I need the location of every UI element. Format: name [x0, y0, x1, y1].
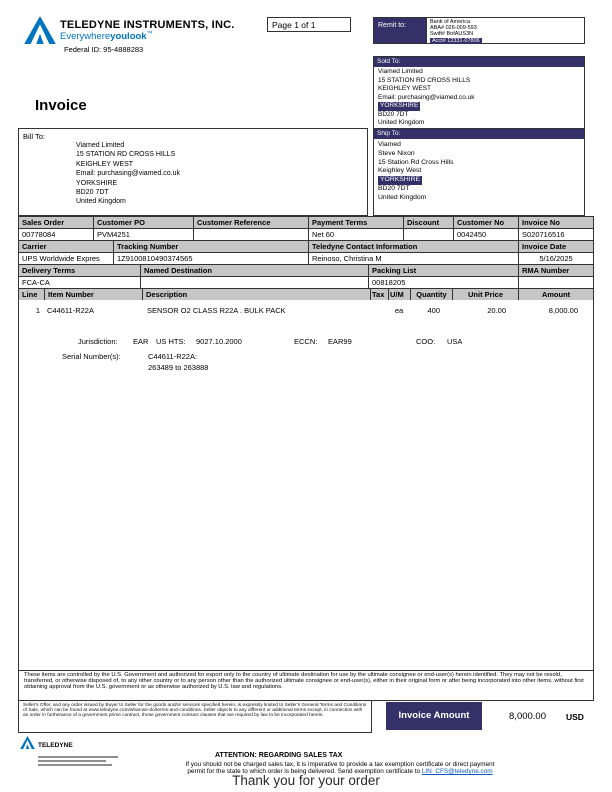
column-header: Sales Order	[19, 217, 94, 228]
ship-to-line: Viamed	[378, 141, 401, 148]
column-header: Amount	[541, 290, 571, 299]
sold-to-address	[374, 67, 584, 128]
item-line-number: 1	[35, 306, 40, 315]
attention-line2-text: permit for the state to which order is being delivered. Send exemption certificate to	[187, 768, 422, 775]
item-unit-price: 20.00	[487, 306, 506, 315]
attention-line1: If you should not be charged sales tax, it is imperative to provide a tax exemption certificate or direct payment	[185, 761, 495, 768]
address-line-bar	[38, 760, 106, 762]
sold-to-line: Email: purchasing@viamed.co.uk	[378, 93, 475, 101]
coo-value: USA	[447, 337, 463, 346]
column-header: Invoice No	[522, 218, 560, 227]
ship-to-line: United Kingdom	[378, 193, 427, 201]
thank-you-message: Thank you for your order	[232, 773, 380, 788]
bill-to-line: YORKSHIRE	[76, 179, 118, 187]
item-um: ea	[394, 306, 404, 315]
bill-to-box	[18, 128, 368, 216]
named-destination-value	[141, 277, 369, 288]
rma-number-value	[519, 277, 593, 288]
tax-exemption-email-link[interactable]: LIN_CFS@teledyne.com	[421, 768, 493, 775]
column-header: Delivery Terms	[19, 265, 141, 276]
column-header: Quantity	[411, 289, 453, 300]
column-header: Packing List	[369, 265, 519, 276]
ship-to-line: Steve Nixon	[378, 149, 415, 157]
federal-id: Federal ID: 95-4888283	[64, 45, 144, 54]
us-hts-label: US HTS:	[156, 337, 186, 346]
customer-no-value: 0042450	[454, 229, 519, 240]
export-control-notice: These items are controlled by the U.S. Government and authorized for export only to the country of ultimate destination for use by the ultimate consignee or end-user(s) herein identified. They may not be resold, transferred, or otherwise disposed of, to any other country or to any person other than the authorized ultimate consignee or end-user(s), either in their original form or after being incorporated into other items, without first obtaining approval from the U.S. government or as otherwise authorized by U.S. law and regulations.	[18, 670, 594, 701]
sales-order-value: 00778084	[19, 229, 94, 240]
bank-aba: ABA# 026-009-593	[430, 25, 477, 32]
bill-to-label: Bill To:	[23, 132, 45, 141]
sold-to-line: United Kingdom	[378, 119, 425, 126]
column-header: U/M	[389, 289, 411, 300]
tracking-number-value: 1Z9100810490374565	[114, 253, 309, 264]
serial-item: C44611-R22A:	[148, 352, 198, 361]
invoice-amount-value: 8,000.00	[509, 711, 546, 722]
sold-to-box	[373, 56, 585, 129]
eccn-value: EAR99	[328, 337, 352, 346]
column-header: Payment Terms	[309, 217, 404, 228]
column-header: Carrier	[19, 241, 114, 252]
bank-swift: Swift# BofAUS3N	[430, 31, 474, 38]
coo-label: COO:	[416, 337, 436, 346]
sold-to-line: KEIGHLEY WEST	[378, 85, 431, 92]
item-amount: 8,000.00	[548, 306, 578, 315]
item-quantity: 400	[427, 306, 440, 315]
invoice-amount-label: Invoice Amount	[386, 702, 482, 730]
address-line-bar	[38, 756, 118, 758]
page-number-box: Page 1 of 1	[267, 17, 351, 32]
ship-to-line: BD20 7DT	[378, 184, 410, 192]
customer-po-value: PVM4251	[94, 229, 194, 240]
item-description: SENSOR O2 CLASS R22A . BULK PACK	[147, 306, 286, 315]
invoice-title: Invoice	[35, 97, 87, 114]
column-header: Customer Reference	[194, 217, 309, 228]
attention-title: ATTENTION: REGARDING SALES TAX	[215, 752, 343, 759]
ship-to-address	[374, 139, 584, 203]
column-header: Tax	[371, 289, 389, 300]
sellers-offer-notice: Seller's Offer, and any order issued by Buyer to Seller for the goods and/or services specified herein, is expressly limited to Seller's General Terms and Conditions of Sale, which can be found at www.teledyne.com/what-we-do/terms-and-conditions. Seller objects to any different or additional terms except, in connection with an order in furtherance of a government prime contract, those government contract clauses that are required by law to be incorporated herein.	[18, 700, 372, 733]
eccn-label: ECCN:	[294, 337, 318, 346]
tagline-regular: Everywhere	[60, 31, 111, 42]
company-tagline	[60, 31, 153, 42]
column-header: Unit Price	[453, 289, 519, 300]
teledyne-logo-small-icon	[20, 736, 35, 754]
invoice-currency: USD	[566, 712, 584, 722]
company-name: TELEDYNE INSTRUMENTS, INC.	[60, 19, 235, 31]
column-header: Customer No	[454, 217, 519, 228]
jurisdiction-value: EAR	[133, 337, 149, 346]
column-header: Customer PO	[94, 217, 194, 228]
bank-account-highlight: Acct# 12331-07806	[432, 37, 480, 44]
carrier-value: UPS Worldwide Expres	[19, 253, 114, 264]
bill-to-line: United Kingdom	[76, 198, 126, 206]
column-header: Tracking Number	[114, 241, 309, 252]
remit-to-label: Remit to:	[373, 17, 427, 44]
sold-to-label: Sold To:	[374, 57, 584, 67]
tagline-tm: ™	[146, 31, 153, 37]
discount-value	[404, 229, 454, 240]
remit-bank-box	[426, 17, 585, 44]
jurisdiction-label: Jurisdiction:	[78, 337, 118, 346]
column-header: Discount	[404, 217, 454, 228]
contact-value: Reinoso, Christina M	[309, 253, 519, 264]
delivery-terms-value: FCA-CA	[19, 277, 141, 288]
sold-to-region-highlight: YORKSHIRE	[380, 102, 419, 109]
customer-reference-value	[194, 229, 309, 240]
column-header: Invoice Date	[522, 242, 567, 251]
invoice-no-value: S020716516	[522, 230, 565, 239]
bill-to-line: Email: purchasing@viamed.co.uk	[76, 170, 180, 178]
bill-to-line: BD20 7DT	[76, 189, 109, 197]
tagline-bold: youlook	[110, 31, 147, 42]
bill-to-address	[76, 141, 180, 207]
us-hts-value: 9027.10.2000	[196, 337, 242, 346]
sold-to-line: 15 STATION RD CROSS HILLS	[378, 76, 471, 84]
bank-name: Bank of America	[430, 19, 471, 25]
column-header: Teledyne Contact Information	[309, 241, 519, 252]
invoice-date-value: 5/16/2025	[539, 254, 573, 263]
sold-to-line: BD20 7DT	[378, 110, 409, 118]
column-header: Item Number	[45, 289, 143, 300]
teledyne-logo-icon	[24, 16, 56, 44]
column-header: Named Destination	[141, 265, 369, 276]
column-header: Description	[143, 289, 371, 300]
ship-to-line: Keighley West	[378, 167, 422, 175]
ship-to-label: Ship To:	[374, 129, 584, 139]
column-header: RMA Number	[522, 266, 570, 275]
packing-list-value: 00818205	[369, 277, 519, 288]
bill-to-line: 15 STATION RD CROSS HILLS	[76, 151, 176, 159]
ship-to-line: 15 Station Rd Cross Hills	[378, 158, 454, 166]
bill-to-line: Viamed Limited	[76, 142, 125, 149]
ship-to-region-highlight: YORKSHIRE	[380, 176, 421, 184]
footer-brand-name: TELEDYNE	[38, 741, 73, 749]
serial-range: 263489 to 263888	[148, 363, 209, 372]
payment-terms-value: Net 60	[309, 229, 404, 240]
ship-to-box	[373, 128, 585, 216]
item-number: C44611-R22A	[47, 306, 94, 315]
serial-numbers-label: Serial Number(s):	[62, 352, 121, 361]
sold-to-line: Viamed Limited	[378, 68, 423, 75]
bill-to-line: KEIGHLEY WEST	[76, 160, 134, 168]
column-header: Line	[19, 289, 45, 300]
